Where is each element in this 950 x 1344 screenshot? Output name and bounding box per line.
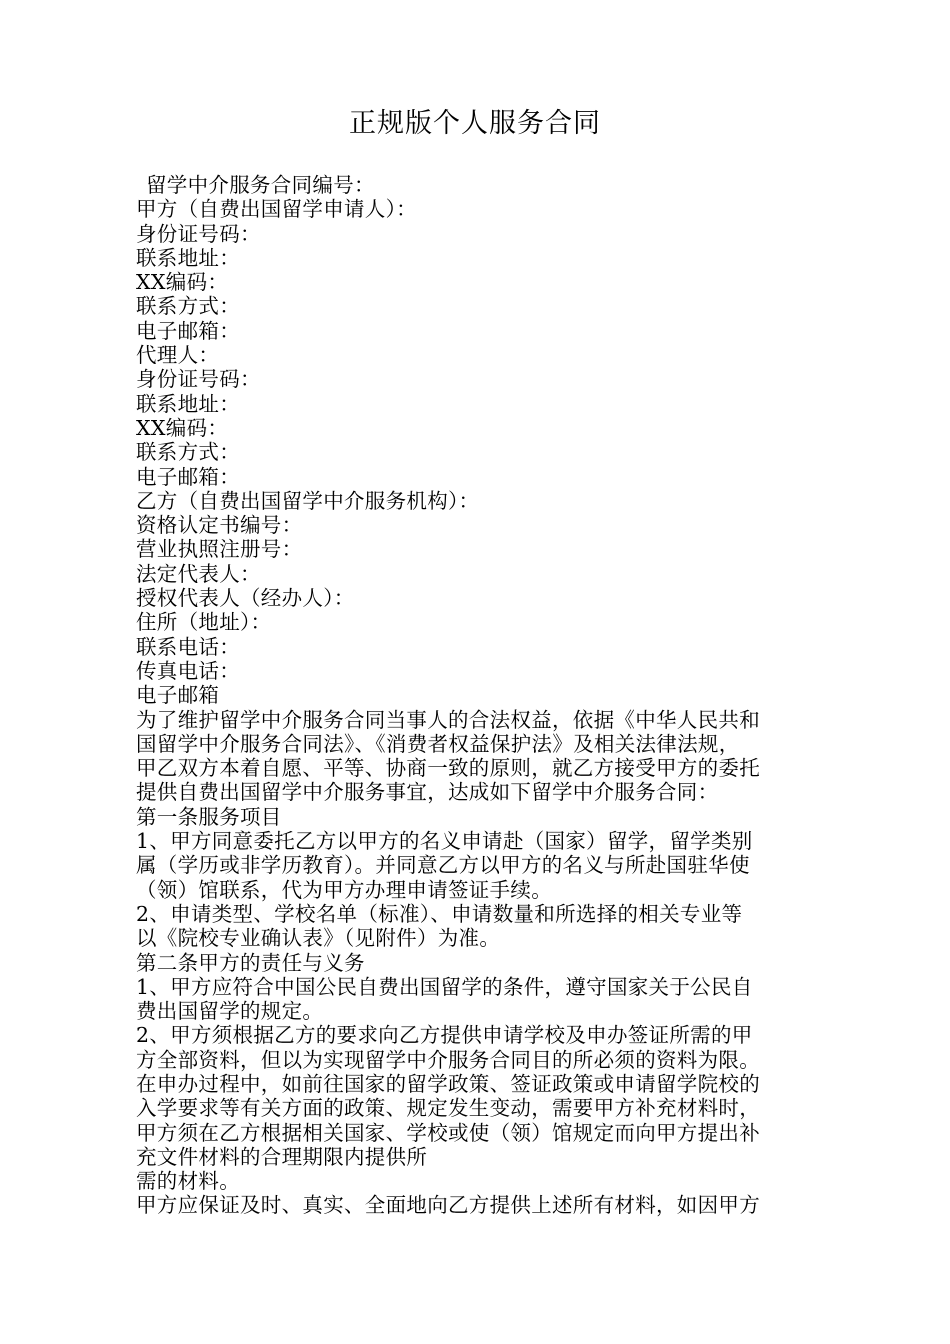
agent-heading: 代理人：	[136, 343, 220, 368]
preamble-line: 甲乙双方本着自愿、平等、协商一致的原则，就乙方接受甲方的委托	[136, 756, 760, 781]
party-b-email: 电子邮箱	[136, 683, 220, 708]
preamble-line: 国留学中介服务合同法》、《消费者权益保护法》及相关法律法规，	[136, 731, 740, 756]
agent-contact: 联系方式：	[136, 440, 240, 465]
article-2-clause-line: 方全部资料，但以为实现留学中介服务合同目的所必须的资料为限。	[136, 1047, 760, 1072]
article-2-clause-line: 甲方应保证及时、真实、全面地向乙方提供上述所有材料，如因甲方	[136, 1193, 760, 1218]
party-a-contact: 联系方式：	[136, 294, 240, 319]
contract-number-line: 留学中介服务合同编号：	[146, 173, 375, 197]
agent-address: 联系地址：	[136, 391, 240, 416]
article-2-clause-line: 需的材料。	[136, 1169, 240, 1194]
party-b-legal-representative: 法定代表人：	[136, 561, 261, 586]
article-2-clause-line: 在申办过程中，如前往国家的留学政策、签证政策或申请留学院校的	[136, 1071, 760, 1096]
article-1-clause-line: （领）馆联系，代为甲方办理申请签证手续。	[136, 877, 552, 902]
document-body	[136, 173, 826, 1218]
article-2-clause-line: 入学要求等有关方面的政策、规定发生变动，需要甲方补充材料时，	[136, 1096, 760, 1121]
article-2-clause-line: 甲方须在乙方根据相关国家、学校或使（领）馆规定而向甲方提出补	[136, 1120, 760, 1145]
article-1-heading: 第一条服务项目	[136, 804, 282, 829]
party-a-address: 联系地址：	[136, 245, 240, 270]
article-1-clause-line: 属（学历或非学历教育）。并同意乙方以甲方的名义与所赴国驻华使	[136, 853, 750, 878]
party-b-address: 住所（地址）：	[136, 610, 272, 635]
article-1-clause-line: 以《院校专业确认表》（见附件）为准。	[136, 926, 501, 951]
agent-postcode: XX编码：	[136, 415, 229, 440]
preamble-line: 提供自费出国留学中介服务事宜，达成如下留学中介服务合同：	[136, 780, 719, 805]
preamble-line: 为了维护留学中介服务合同当事人的合法权益，依据《中华人民共和	[136, 707, 760, 732]
article-2-clause-line: 费出国留学的规定。	[136, 999, 324, 1024]
party-b-phone: 联系电话：	[136, 634, 240, 659]
agent-id-number: 身份证号码：	[136, 367, 261, 392]
article-2-clause-line: 充文件材料的合理期限内提供所	[136, 1144, 428, 1169]
party-a-postcode: XX编码：	[136, 270, 229, 295]
party-b-fax: 传真电话：	[136, 658, 240, 683]
article-2-heading: 第二条甲方的责任与义务	[136, 950, 365, 975]
agent-email: 电子邮箱：	[136, 464, 240, 489]
article-2-clause-line: 2、甲方须根据乙方的要求向乙方提供申请学校及申办签证所需的甲	[136, 1023, 753, 1048]
party-b-authorized-representative: 授权代表人（经办人）：	[136, 586, 355, 611]
party-a-id-number: 身份证号码：	[136, 221, 261, 246]
article-1-clause-line: 2、申请类型、学校名单（标准）、申请数量和所选择的相关专业等	[136, 901, 743, 926]
article-2-clause-line: 1、甲方应符合中国公民自费出国留学的条件，遵守国家关于公民自	[136, 974, 753, 999]
party-a-email: 电子邮箱：	[136, 318, 240, 343]
party-a-heading: 甲方（自费出国留学申请人）：	[136, 197, 417, 222]
party-b-license-number: 营业执照注册号：	[136, 537, 303, 562]
article-1-clause-line: 1、甲方同意委托乙方以甲方的名义申请赴（国家）留学，留学类别	[136, 829, 753, 854]
party-b-heading: 乙方（自费出国留学中介服务机构）：	[136, 488, 480, 513]
party-b-certificate-number: 资格认定书编号：	[136, 513, 303, 538]
document-title: 正规版个人服务合同	[349, 108, 601, 139]
